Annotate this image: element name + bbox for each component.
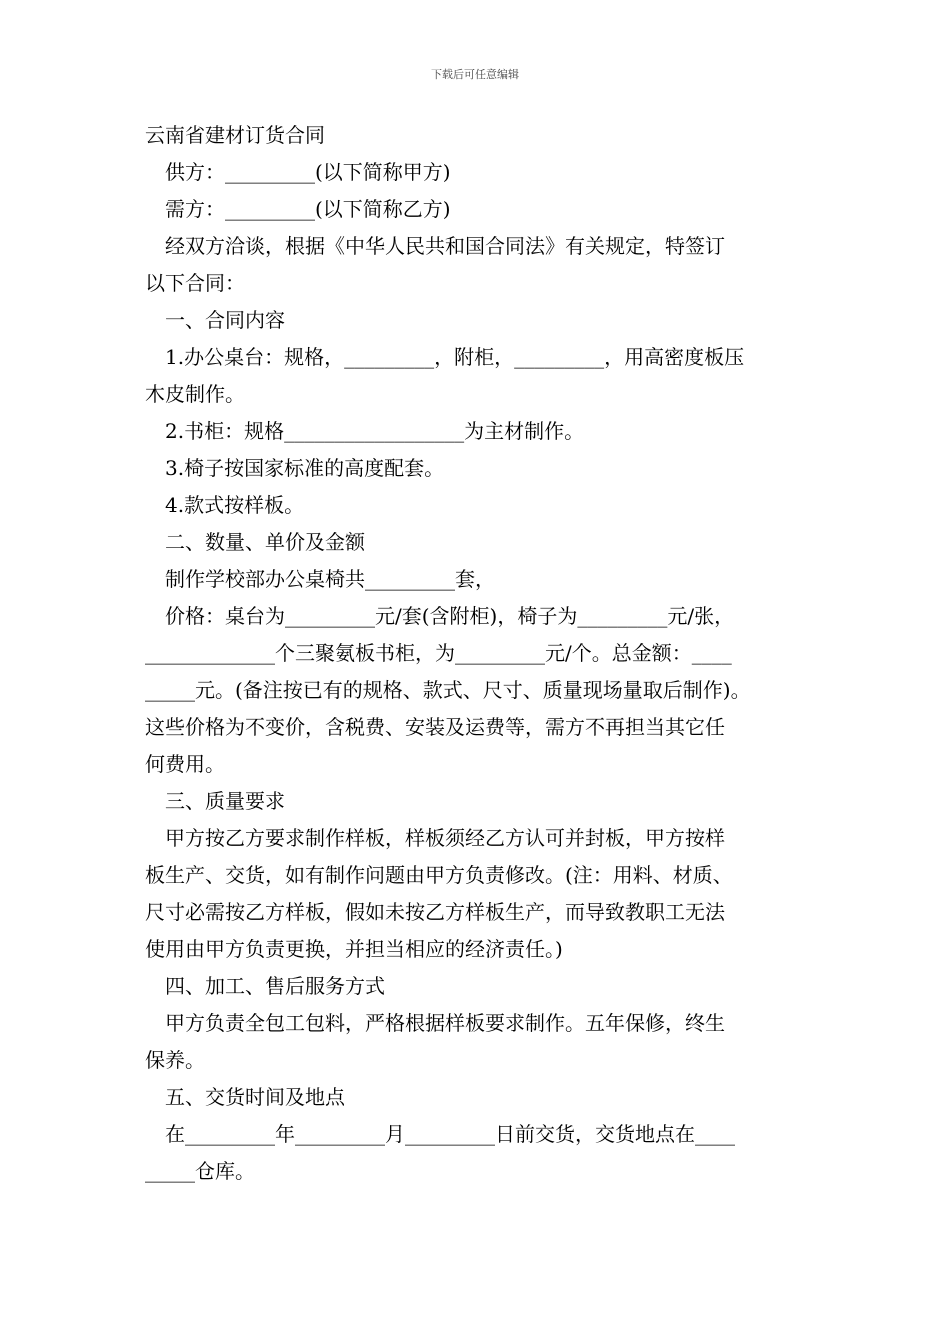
contract-line: 在_________年_________月_________日前交货，交货地点在____ xyxy=(165,1122,735,1146)
contract-line: 三、质量要求 xyxy=(165,789,285,813)
contract-line: _____仓库。 xyxy=(145,1159,255,1183)
contract-line: 1.办公桌台：规格，_________，附柜，_________，用高密度板压 xyxy=(165,345,745,369)
contract-line: 板生产、交货，如有制作问题由甲方负责修改。(注：用料、材质、 xyxy=(145,863,733,887)
contract-line: _____________个三聚氨板书柜，为_________元/个。总金额：____ xyxy=(145,641,732,665)
contract-line: _____元。(备注按已有的规格、款式、尺寸、质量现场量取后制作)。 xyxy=(145,678,751,702)
contract-line: 3.椅子按国家标准的高度配套。 xyxy=(165,456,445,480)
contract-line: 二、数量、单价及金额 xyxy=(165,530,365,554)
contract-line: 这些价格为不变价，含税费、安装及运费等，需方不再担当其它任 xyxy=(145,715,725,739)
contract-line: 一、合同内容 xyxy=(165,308,285,332)
contract-line: 2.书柜：规格__________________为主材制作。 xyxy=(165,419,585,443)
contract-line: 甲方按乙方要求制作样板，样板须经乙方认可并封板，甲方按样 xyxy=(165,826,725,850)
contract-line: 需方：_________(以下简称乙方) xyxy=(165,197,451,221)
contract-line: 使用由甲方负责更换，并担当相应的经济责任。) xyxy=(145,937,563,961)
contract-line: 甲方负责全包工包料，严格根据样板要求制作。五年保修，终生 xyxy=(165,1011,725,1035)
contract-body xyxy=(145,117,810,1190)
contract-title: 云南省建材订货合同 xyxy=(145,123,325,147)
contract-line: 木皮制作。 xyxy=(145,382,245,406)
contract-line: 保养。 xyxy=(145,1048,205,1072)
contract-line: 尺寸必需按乙方样板，假如未按乙方样板生产，而导致教职工无法 xyxy=(145,900,725,924)
page-header-note: 下载后可任意编辑 xyxy=(431,68,519,81)
contract-line: 何费用。 xyxy=(145,752,225,776)
contract-line: 制作学校部办公桌椅共_________套， xyxy=(165,567,495,591)
contract-line: 经双方洽谈，根据《中华人民共和国合同法》有关规定，特签订 xyxy=(165,234,725,258)
contract-line: 以下合同： xyxy=(145,271,245,295)
contract-line: 价格：桌台为_________元/套(含附柜)，椅子为_________元/张， xyxy=(165,604,735,628)
contract-line: 五、交货时间及地点 xyxy=(165,1085,345,1109)
contract-line: 供方：_________(以下简称甲方) xyxy=(165,160,451,184)
contract-line: 4.款式按样板。 xyxy=(165,493,305,517)
contract-line: 四、加工、售后服务方式 xyxy=(165,974,385,998)
